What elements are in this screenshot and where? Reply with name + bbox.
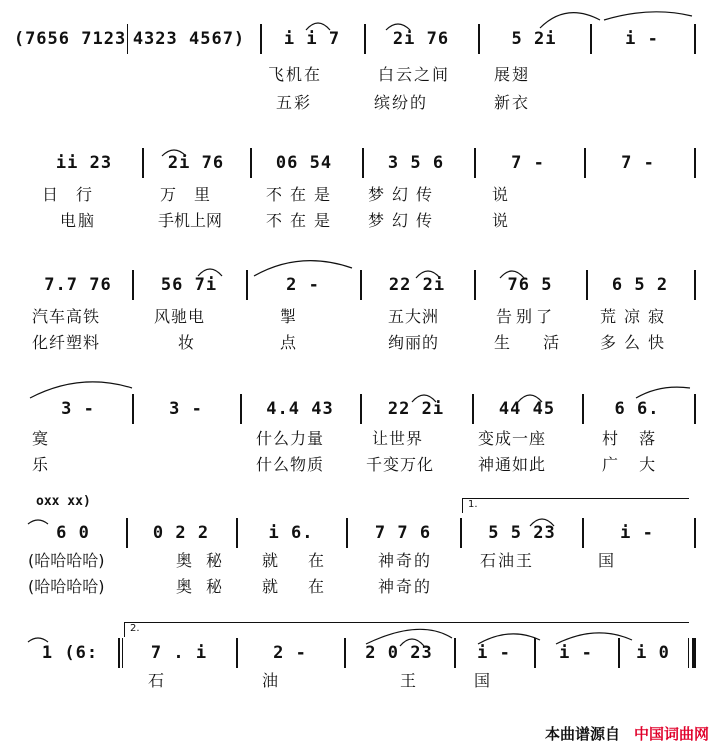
barline [694,394,696,424]
measure: 6 6. [614,399,660,419]
lyric: 日行 [42,185,111,204]
staff-row [0,636,719,670]
barline [618,638,620,668]
lyric: 白云之间 [378,65,451,84]
lyric-row-1 [0,426,719,452]
barline [590,24,592,54]
barline [694,148,696,178]
measure: 56 7i [160,275,218,295]
measure: 22 2i [388,275,446,295]
final-barline [692,638,696,668]
barline [246,270,248,300]
lyric: 说 [492,185,511,204]
lyric: 油 [262,671,281,690]
measure: 3 - [61,399,95,419]
lyric: 梦幻传 [368,211,441,230]
barline [132,270,134,300]
measure: 2 - [286,275,320,295]
source-credit [545,723,709,744]
lyric: 电脑 [60,211,97,230]
measure: 1 (6: [41,643,99,663]
barline [584,148,586,178]
barline [478,24,480,54]
slur [604,12,692,20]
barline [344,638,346,668]
barline [250,148,252,178]
lyric: 生 活 [494,333,574,352]
measure: 4323 4567) [132,29,246,49]
measure: i - [559,643,593,663]
measure: 2 - [273,643,307,663]
lyric: 妆 [178,333,197,352]
barline [582,518,584,548]
lyric: 梦幻传 [368,185,441,204]
lyric: 千变万化 [366,455,435,474]
barline [460,518,462,548]
lyric: 说 [492,211,511,230]
lyric: (哈哈哈哈) [28,551,105,570]
measure: 7 - [621,153,655,173]
lyric: 多么快 [600,333,673,352]
measure: 0 2 2 [152,523,210,543]
measure: 6 0 [56,523,90,543]
lyric-row-1 [0,548,719,574]
ossia-rhythm: oxx xx) [36,494,91,509]
barline [688,638,689,668]
volta-label-1: 1. [468,499,478,510]
measure: 76 5 [507,275,553,295]
barline [346,518,348,548]
measure: 2 0 23 [365,643,433,663]
staff-row [0,392,719,426]
lyric: 国 [598,551,617,570]
measure: i - [625,29,659,49]
lyric: 国 [474,671,493,690]
lyric: 村 落 [602,429,664,448]
measure: 4.4 43 [266,399,334,419]
lyric: 绚丽的 [388,333,440,352]
measure: i 6. [268,523,314,543]
measure: 7.7 76 [44,275,112,295]
lyric: 神通如此 [478,455,547,474]
measure: 5 2i [511,29,557,49]
lyric: 风驰电 [154,307,206,326]
volta-bracket-2 [124,622,689,637]
barline [126,518,128,548]
barline [122,638,123,668]
lyric: 让世界 [372,429,424,448]
barline [240,394,242,424]
lyric: 乐 [32,455,51,474]
barline [694,270,696,300]
lyric: 奥秘 [176,577,237,596]
barline [694,24,696,54]
lyric: 告别了 [496,307,557,326]
staff-row [0,268,719,302]
lyric: 汽车高铁 [32,307,101,326]
lyric: 飞机在 [268,65,323,84]
staff-row [0,516,719,550]
measure: 5 5 23 [488,523,556,543]
lyric: 什么力量 [256,429,325,448]
measure: (7656 7123 [13,29,127,49]
staff-row [0,22,719,56]
barline [694,518,696,548]
measure: 7 . i [150,643,208,663]
lyric: 王 [400,671,419,690]
measure: i i 7 [283,29,341,49]
lyric: 五彩 [276,93,313,112]
barline [142,148,144,178]
measure: 44 45 [498,399,556,419]
lyric: 万里 [160,185,229,204]
lyric-row-2 [0,574,719,600]
lyric: 石油王 [480,551,535,570]
lyric: 化纤塑料 [32,333,101,352]
lyric: 展翅 [494,65,531,84]
measure: 06 54 [275,153,333,173]
volta-bracket-1 [462,498,689,513]
lyric: 掣 [280,307,299,326]
measure: i 0 [636,643,670,663]
lyric-row-2 [0,330,719,356]
barline [474,270,476,300]
lyric: 不在是 [266,185,339,204]
barline [260,24,262,54]
lyric: 神奇的 [378,551,433,570]
lyric-row-2 [0,90,719,116]
barline [362,148,364,178]
barline [472,394,474,424]
measure: 7 7 6 [374,523,432,543]
lyric: 不在是 [266,211,339,230]
lyric: 荒凉寂 [600,307,673,326]
barline [360,394,362,424]
lyric: 奥秘 [176,551,237,570]
barline [360,270,362,300]
barline [474,148,476,178]
measure: 7 - [511,153,545,173]
barline [236,638,238,668]
lyric-row-2 [0,452,719,478]
staff-row [0,146,719,180]
lyric-row-2 [0,208,719,234]
lyric: 点 [280,333,299,352]
lyric: 手机上网 [158,211,223,230]
lyric: (哈哈哈哈) [28,577,105,596]
measure: ii 23 [55,153,113,173]
volta-label-2: 2. [130,623,140,634]
barline [236,518,238,548]
lyric: 缤纷的 [374,93,429,112]
lyric: 就在 [262,577,355,596]
lyric-row-1 [0,62,719,88]
measure: 3 - [169,399,203,419]
lyric: 神奇的 [378,577,433,596]
source-site[interactable]: 中国词曲网 [633,725,709,743]
barline [586,270,588,300]
measure: 22 2i [387,399,445,419]
barline [582,394,584,424]
lyric: 寞 [32,429,51,448]
measure: 6 5 2 [611,275,669,295]
lyric: 就在 [262,551,355,570]
lyric-row-1 [0,182,719,208]
lyric: 什么物质 [256,455,325,474]
measure: 2i 76 [392,29,450,49]
lyric: 广 大 [602,455,664,474]
barline [118,638,120,668]
measure: i - [477,643,511,663]
lyric: 石 [148,671,167,690]
lyric: 变成一座 [478,429,547,448]
barline [454,638,456,668]
barline [132,394,134,424]
barline [534,638,536,668]
measure: 3 5 6 [387,153,445,173]
barline [364,24,366,54]
lyric: 五大洲 [388,307,440,326]
lyric: 新衣 [494,93,531,112]
measure: 2i 76 [167,153,225,173]
source-label: 本曲谱源自 [544,725,620,743]
lyric-row-1 [0,668,719,694]
barline [127,24,128,54]
lyric-row-1 [0,304,719,330]
measure: i - [620,523,654,543]
